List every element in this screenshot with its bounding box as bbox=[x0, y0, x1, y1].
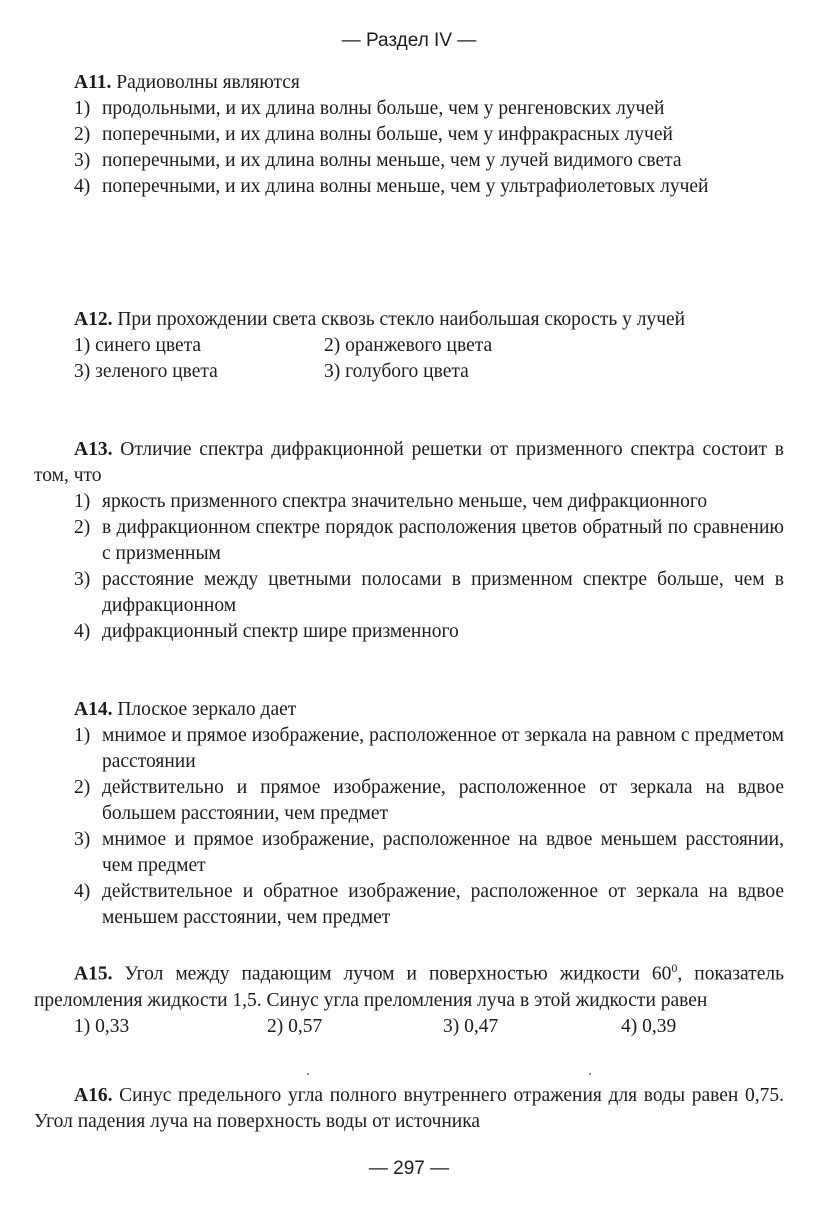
option-number: 3) bbox=[74, 150, 91, 171]
answer-option bbox=[34, 489, 784, 515]
answer-options bbox=[34, 489, 784, 645]
answer-option bbox=[34, 515, 784, 567]
option-text: 0,57 bbox=[288, 1015, 323, 1037]
answer-options bbox=[34, 96, 784, 200]
question-text-cont: , показатель преломления жидкости 1,5. Синус угла преломления луча в этой жидкости равен bbox=[34, 963, 784, 1011]
option-number: 4) bbox=[74, 176, 91, 197]
option-number: 4) bbox=[74, 621, 91, 642]
option-text: продольными, и их длина волны больше, чем у ренгеновских лучей bbox=[102, 98, 665, 119]
option-number: 4) bbox=[621, 1015, 638, 1037]
option-number: 2) bbox=[74, 124, 91, 145]
answer-option bbox=[34, 723, 784, 775]
option-text: синего цвета bbox=[95, 335, 202, 356]
answer-option bbox=[621, 1014, 771, 1040]
answer-option bbox=[34, 827, 784, 879]
question-number: A16. bbox=[74, 1085, 113, 1106]
option-text: 0,47 bbox=[464, 1015, 499, 1037]
answer-options bbox=[34, 723, 784, 931]
answer-option bbox=[34, 122, 784, 148]
question-stem bbox=[34, 1083, 784, 1135]
option-text: поперечными, и их длина волны больше, чем у инфракрасных лучей bbox=[102, 124, 673, 145]
option-number: 1) bbox=[74, 335, 91, 356]
option-text: голубого цвета bbox=[345, 361, 469, 382]
answer-option bbox=[34, 174, 784, 200]
question-a12 bbox=[34, 307, 784, 385]
answer-option bbox=[267, 1014, 443, 1040]
answer-option bbox=[324, 359, 574, 385]
answer-option bbox=[34, 619, 784, 645]
option-number: 3) bbox=[74, 361, 91, 382]
answer-options bbox=[34, 333, 784, 385]
question-text: Угол между падающим лучом и поверхностью жидкости 60 bbox=[112, 963, 672, 985]
answer-option bbox=[324, 333, 574, 359]
question-stem bbox=[34, 437, 784, 489]
answer-option bbox=[74, 1014, 267, 1040]
option-text: 0,39 bbox=[642, 1015, 677, 1037]
question-text: Радиоволны являются bbox=[111, 72, 300, 93]
option-text: расстояние между цветными полосами в призменном спектре больше, чем в дифракционном bbox=[102, 569, 784, 616]
answer-option bbox=[34, 96, 784, 122]
answer-option bbox=[74, 333, 324, 359]
question-number: A13. bbox=[74, 439, 113, 460]
answer-option bbox=[34, 567, 784, 619]
option-number: 3) bbox=[443, 1015, 460, 1037]
option-number: 3) bbox=[74, 829, 91, 850]
running-header: — Раздел IV — bbox=[341, 30, 477, 51]
option-number: 2) bbox=[267, 1015, 284, 1037]
option-text: зеленого цвета bbox=[95, 361, 218, 382]
option-text: дифракционный спектр шире призменного bbox=[102, 621, 459, 642]
question-a11 bbox=[34, 70, 784, 200]
option-number: 2) bbox=[74, 517, 91, 538]
option-number: 3) bbox=[74, 569, 91, 590]
option-number: 1) bbox=[74, 491, 91, 512]
option-text: действительное и обратное изображение, расположенное от зеркала на вдвое меньшем расстоянии, чем предмет bbox=[102, 881, 784, 928]
answer-option bbox=[74, 359, 324, 385]
option-number: 4) bbox=[74, 881, 91, 902]
page-number: — 297 — bbox=[368, 1158, 450, 1179]
option-number: 1) bbox=[74, 98, 91, 119]
question-number: A14. bbox=[74, 699, 113, 720]
option-number: 2) bbox=[74, 777, 91, 798]
question-number: A15. bbox=[74, 963, 113, 985]
answer-option bbox=[443, 1014, 621, 1040]
option-number: 3) bbox=[324, 361, 341, 382]
question-text: Синус предельного угла полного внутреннего отражения для воды равен 0,75. Угол падения луча на поверхность воды от источника bbox=[34, 1085, 784, 1132]
question-stem bbox=[34, 70, 784, 96]
answer-option bbox=[34, 148, 784, 174]
question-a15 bbox=[34, 955, 784, 1040]
answer-option bbox=[34, 775, 784, 827]
question-number: A11. bbox=[74, 72, 112, 93]
question-number: A12. bbox=[74, 309, 113, 330]
option-text: в дифракционном спектре порядок расположения цветов обратный по сравнению с призменным bbox=[102, 517, 784, 564]
print-speck bbox=[589, 1073, 591, 1075]
option-text: яркость призменного спектра значительно меньше, чем дифракционного bbox=[102, 491, 708, 512]
option-text: мнимое и прямое изображение, расположенное на вдвое меньшем расстоянии, чем предмет bbox=[102, 829, 784, 876]
print-speck bbox=[307, 1073, 309, 1075]
option-text: оранжевого цвета bbox=[345, 335, 493, 356]
answer-option bbox=[34, 879, 784, 931]
option-text: 0,33 bbox=[95, 1015, 130, 1037]
option-number: 1) bbox=[74, 1015, 91, 1037]
question-text: При прохождении света сквозь стекло наибольшая скорость у лучей bbox=[112, 309, 686, 330]
option-text: действительно и прямое изображение, расположенное от зеркала на вдвое большем расстоянии, чем предмет bbox=[102, 777, 784, 824]
option-number: 1) bbox=[74, 725, 91, 746]
question-a13 bbox=[34, 437, 784, 645]
question-stem bbox=[34, 697, 784, 723]
option-number: 2) bbox=[324, 335, 341, 356]
question-a14 bbox=[34, 697, 784, 931]
question-text: Отличие спектра дифракционной решетки от призменного спектра состоит в том, что bbox=[34, 439, 784, 486]
answer-options bbox=[34, 1014, 784, 1040]
question-stem bbox=[34, 307, 784, 333]
question-a16 bbox=[34, 1083, 784, 1135]
question-text: Плоское зеркало дает bbox=[112, 699, 297, 720]
question-stem bbox=[34, 955, 784, 1014]
option-text: поперечными, и их длина волны меньше, чем у ультрафиолетовых лучей bbox=[102, 176, 709, 197]
option-text: мнимое и прямое изображение, расположенное от зеркала на равном с предметом расстоянии bbox=[102, 725, 784, 772]
degree-superscript: 0 bbox=[671, 961, 678, 975]
option-text: поперечными, и их длина волны меньше, чем у лучей видимого света bbox=[102, 150, 682, 171]
